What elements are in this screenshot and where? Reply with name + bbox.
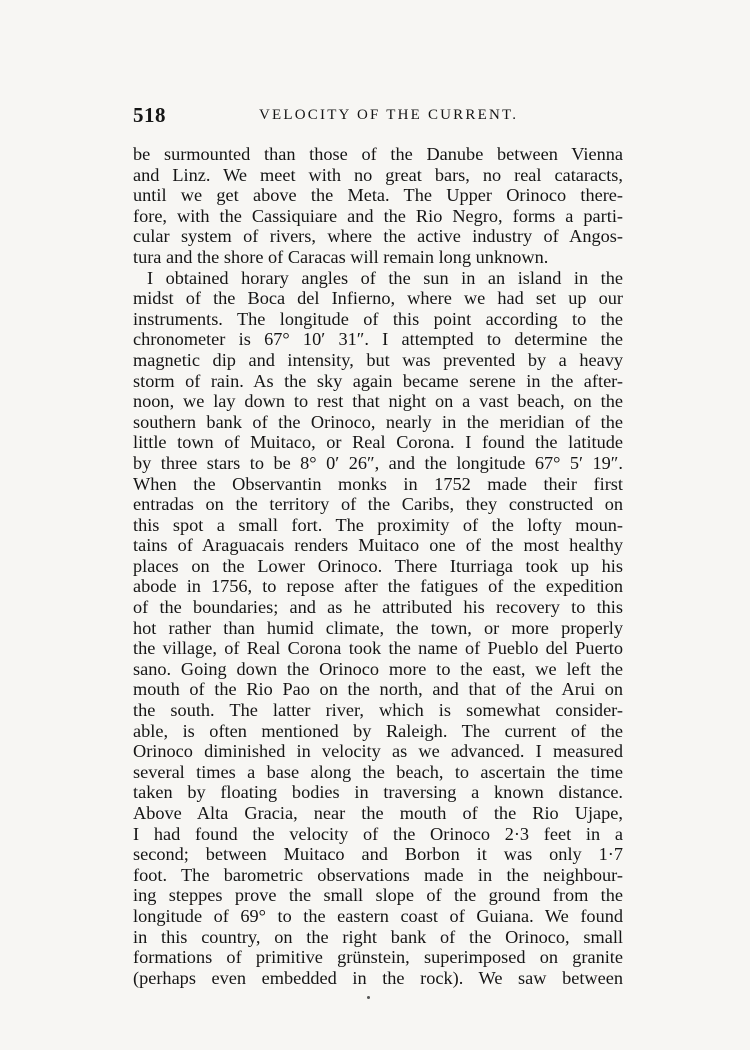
text-line: chronometer is 67° 10′ 31″. I attempted to determine the	[133, 329, 623, 350]
text-line: noon, we lay down to rest that night on a vast beach, on the	[133, 391, 623, 412]
text-line: able, is often mentioned by Raleigh. The current of the	[133, 720, 623, 741]
text-line: (perhaps even embedded in the rock). We saw between	[133, 967, 623, 988]
text-line: Above Alta Gracia, near the mouth of the Rio Ujape,	[133, 803, 623, 823]
text-line: the south. The latter river, which is somewhat consider-	[133, 700, 623, 721]
text-line: magnetic dip and intensity, but was prevented by a heavy	[133, 349, 623, 370]
text-line: I obtained horary angles of the sun in an island in the	[147, 267, 623, 288]
text-line: be surmounted than those of the Danube between Vienna	[133, 144, 623, 164]
text-line: formations of primitive grünstein, superimposed on granite	[133, 947, 623, 968]
text-line: I had found the velocity of the Orinoco 2·3 feet in a	[133, 823, 623, 844]
text-line: ing steppes prove the small slope of the ground from the	[133, 885, 623, 906]
text-line: in this country, on the right bank of the Orinoco, small	[133, 926, 623, 947]
text-line: storm of rain. As the sky again became serene in the after-	[133, 370, 623, 391]
text-line: and Linz. We meet with no great bars, no real cataracts,	[133, 164, 623, 185]
text-line: until we get above the Meta. The Upper Orinoco there-	[133, 185, 623, 206]
running-head	[133, 103, 623, 129]
text-line: instruments. The longitude of this point according to the	[133, 308, 623, 329]
text-line: tains of Araguacais renders Muitaco one of the most healthy	[133, 535, 623, 556]
text-line: entradas on the territory of the Caribs, they constructed on	[133, 494, 623, 515]
text-line: tura and the shore of Caracas will remain long unknown.	[133, 246, 549, 267]
text-line: fore, with the Cassiquiare and the Rio Negro, forms a parti-	[133, 205, 623, 226]
text-line: midst of the Boca del Infierno, where we had set up our	[133, 288, 623, 309]
text-line: places on the Lower Orinoco. There Iturriaga took up his	[133, 555, 623, 576]
text-line: Orinoco diminished in velocity as we advanced. I measured	[133, 741, 623, 762]
page-number: 518	[133, 103, 166, 127]
body-text	[133, 144, 623, 988]
text-line: longitude of 69° to the eastern coast of Guiana. We found	[133, 905, 623, 926]
text-line: sano. Going down the Orinoco more to the east, we left the	[133, 658, 623, 679]
text-line: When the Observantin monks in 1752 made their first	[133, 473, 623, 494]
text-line: abode in 1756, to repose after the fatigues of the expedition	[133, 576, 623, 597]
text-line: several times a base along the beach, to ascertain the time	[133, 761, 623, 782]
text-line: taken by floating bodies in traversing a known distance.	[133, 782, 623, 803]
text-line: of the boundaries; and as he attributed his recovery to this	[133, 597, 623, 618]
text-line: little town of Muitaco, or Real Corona. I found the latitude	[133, 432, 623, 453]
text-line: southern bank of the Orinoco, nearly in the meridian of the	[133, 411, 623, 432]
text-line: by three stars to be 8° 0′ 26″, and the longitude 67° 5′ 19″.	[133, 452, 623, 473]
text-line: hot rather than humid climate, the town, or more properly	[133, 617, 623, 638]
print-speck	[367, 996, 370, 999]
text-line: foot. The barometric observations made in the neighbour-	[133, 864, 623, 885]
text-line: mouth of the Rio Pao on the north, and that of the Arui on	[133, 679, 623, 700]
text-line: second; between Muitaco and Borbon it was only 1·7	[133, 844, 623, 865]
text-line: this spot a small fort. The proximity of the lofty moun-	[133, 514, 623, 535]
text-line: the village, of Real Corona took the name of Pueblo del Puerto	[133, 638, 623, 659]
text-line: cular system of rivers, where the active industry of Angos-	[133, 226, 623, 247]
running-title: VELOCITY OF THE CURRENT.	[259, 107, 519, 123]
